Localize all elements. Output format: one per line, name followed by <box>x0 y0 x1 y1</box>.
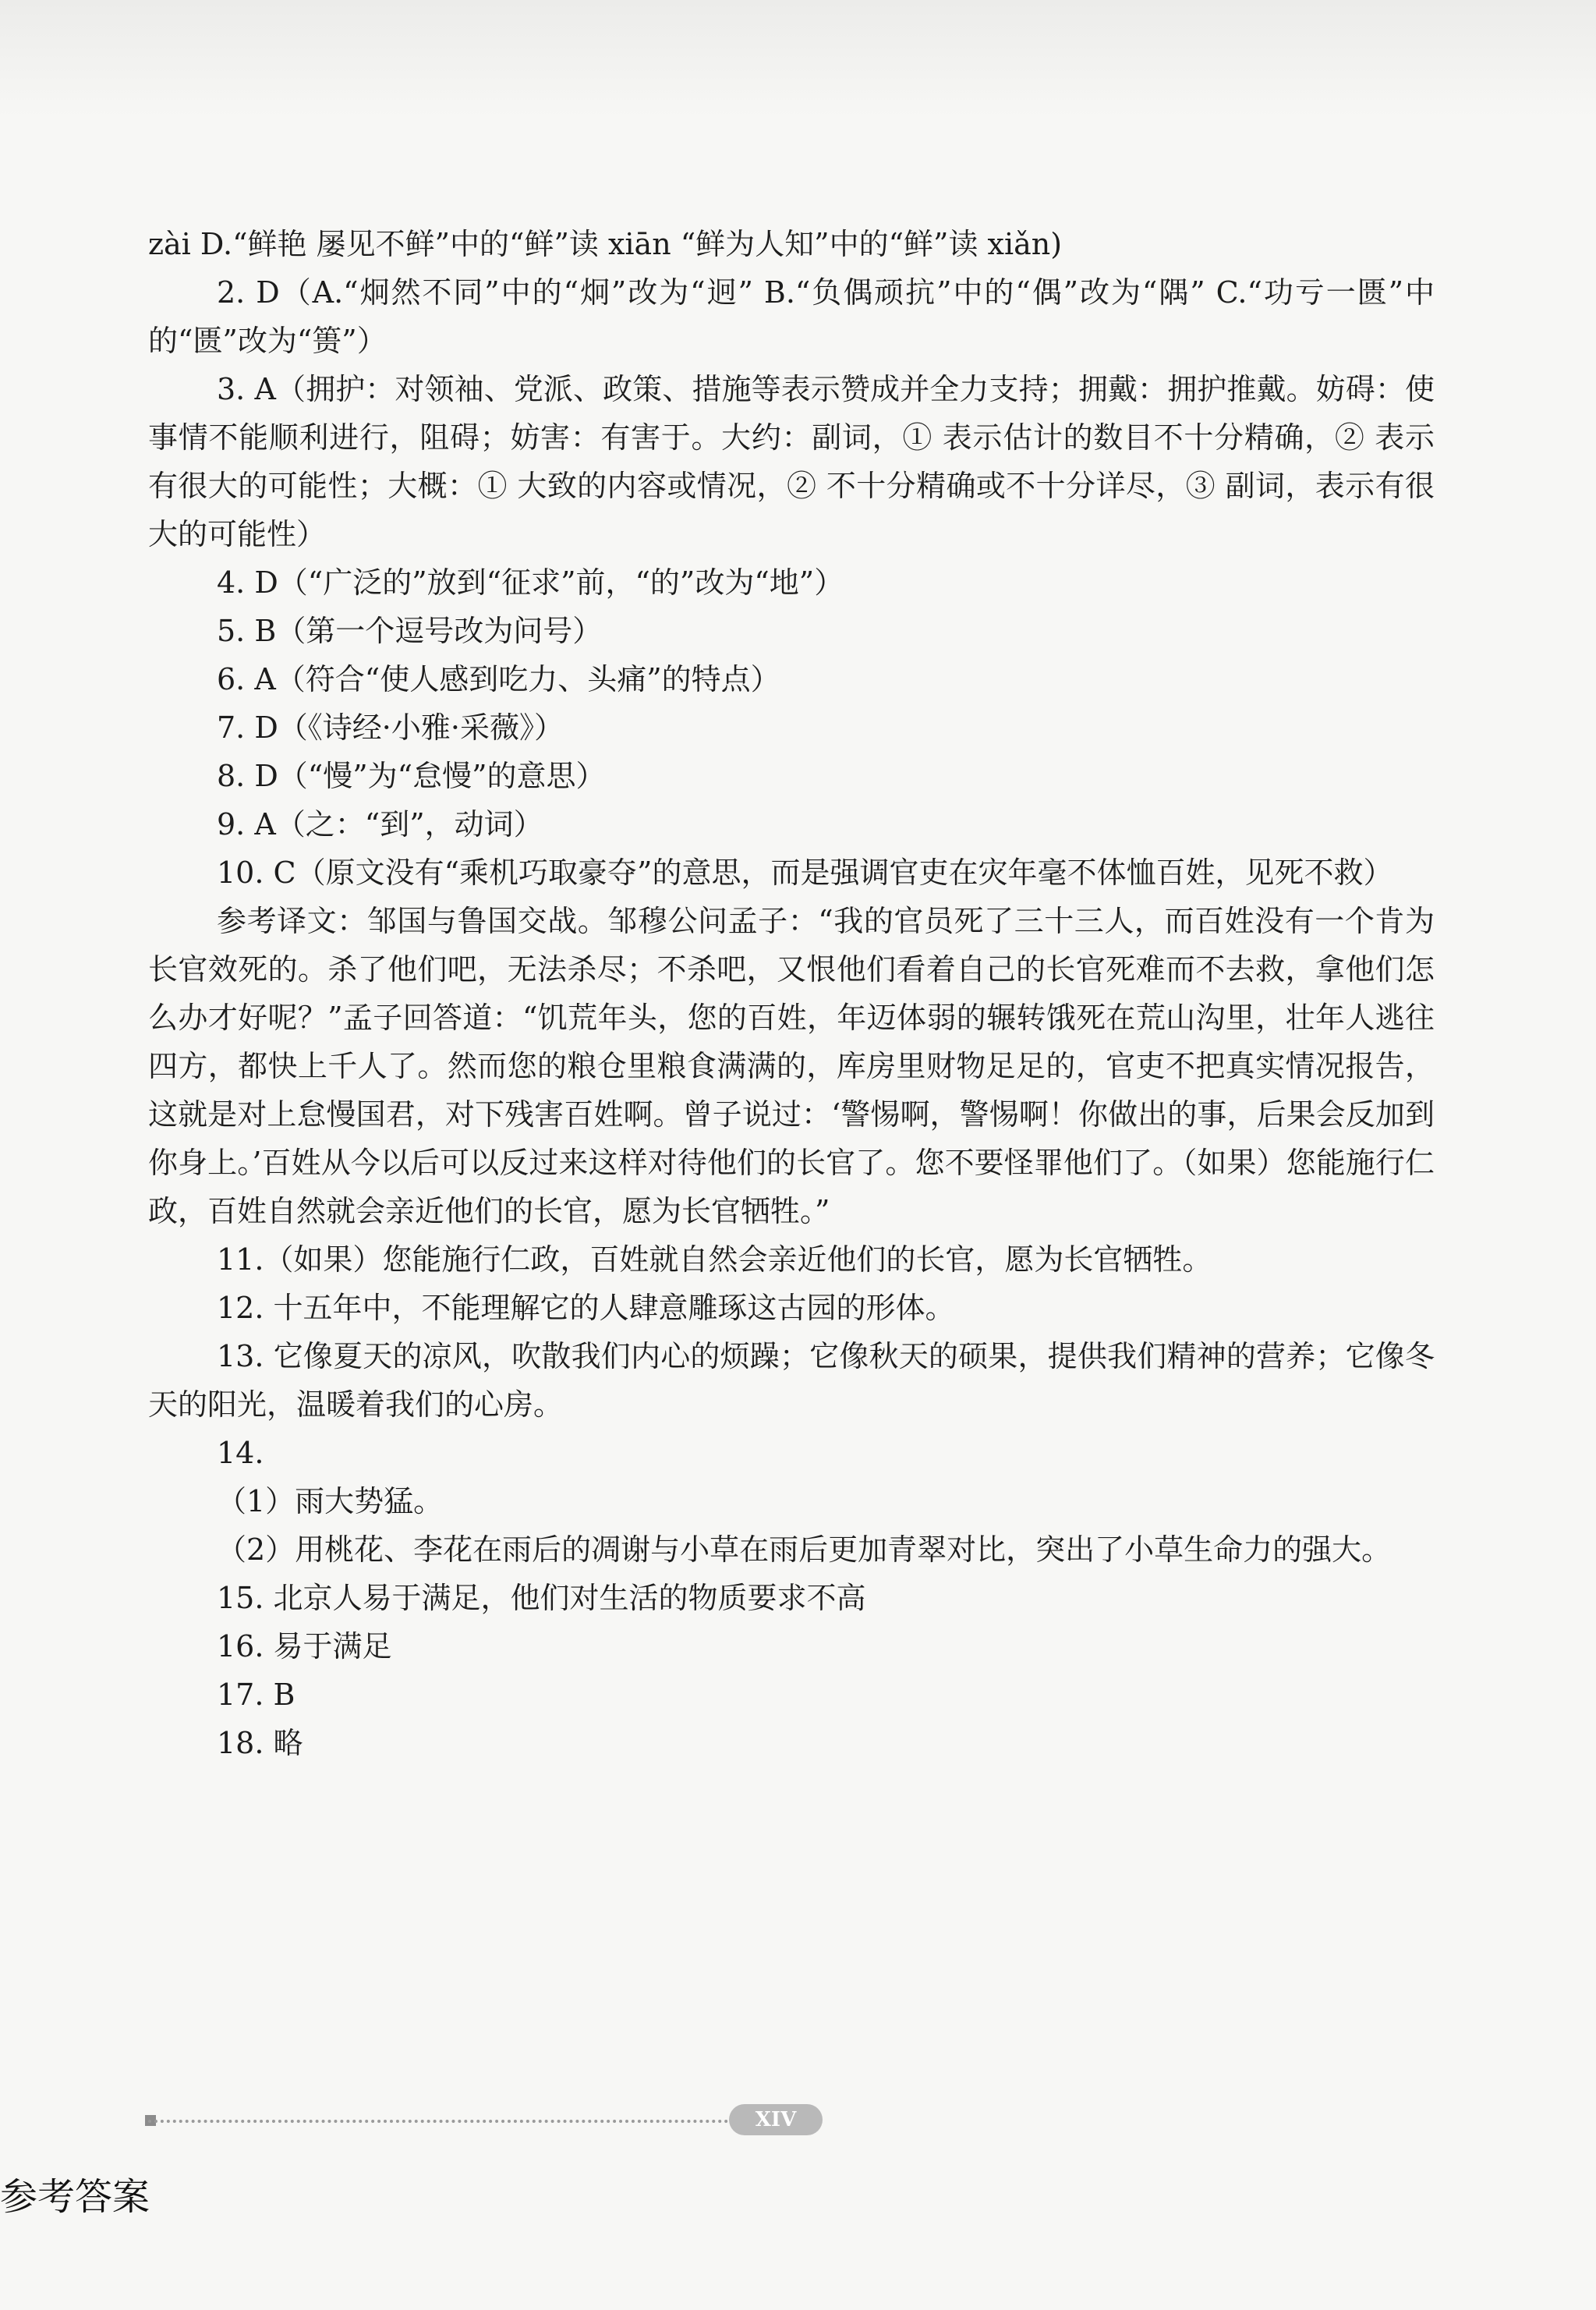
footer-dotted-rule <box>148 2120 741 2123</box>
answer-line: 13. 它像夏天的凉风，吹散我们内心的烦躁；它像秋天的硕果，提供我们精神的营养；它像冬天的阳光，温暖着我们的心房。 <box>148 1339 1435 1422</box>
answer-line: 8. D（“慢”为“怠慢”的意思） <box>217 759 606 793</box>
answer-line: 17. B <box>217 1678 295 1712</box>
translation-paragraph: 参考译文：邹国与鲁国交战。邹穆公问孟子：“我的官员死了三十三人，而百姓没有一个肯为长官效死的。杀了他们吧，无法杀尽；不杀吧，又恨他们看着自己的长官死难而不去救，拿他们怎么办才好呢？”孟子回答道：“饥荒年头，您的百姓，年迈体弱的辗转饿死在荒山沟里，壮年人逃往四方，都快上千人了。然而您的粮仓里粮食满满的，库房里财物足足的，官吏不把真实情况报告，这就是对上怠慢国君，对下残害百姓啊。曾子说过：‘警惕啊，警惕啊！你做出的事，后果会反加到你身上。’百姓从今以后可以反过来这样对待他们的长官了。您不要怪罪他们了。（如果）您能施行仁政，百姓自然就会亲近他们的长官，愿为长官牺牲。” <box>148 904 1435 1228</box>
answer-line: 7. D（《诗经·小雅·采薇》） <box>217 710 564 745</box>
answer-text-block <box>148 220 1435 1767</box>
answer-line: 3. A（拥护：对领袖、党派、政策、措施等表示赞成并全力支持；拥戴：拥护推戴。妨碍：使事情不能顺利进行，阻碍；妨害：有害于。大约：副词，① 表示估计的数目不十分精确，② 表示有很大的可能性；大概：① 大致的内容或情况，② 不十分精确或不十分详尽，③ 副词，表示有很大的可能性） <box>148 372 1435 551</box>
answer-line: 6. A（符合“使人感到吃力、头痛”的特点） <box>217 662 780 696</box>
answer-line: 2. D（A.“炯然不同”中的“炯”改为“迥” B.“负偶顽抗”中的“偶”改为“隅” C.“功亏一匮”中的“匮”改为“篑”） <box>148 275 1435 358</box>
section-label: 参考答案 <box>0 2175 150 2219</box>
answer-line: 5. B（第一个逗号改为问号） <box>217 614 603 648</box>
page-number: XIV <box>729 2104 823 2135</box>
answer-line: 14. <box>217 1436 264 1470</box>
answer-line: 9. A（之：“到”，动词） <box>217 807 543 841</box>
answer-line: 16. 易于满足 <box>217 1629 392 1663</box>
answer-line: zài D.“鲜艳 屡见不鲜”中的“鲜”读 xiān “鲜为人知”中的“鲜”读 xiǎn) <box>148 227 1063 261</box>
page-top-shade <box>0 0 1596 117</box>
answer-line: 18. 略 <box>217 1726 303 1760</box>
answer-line: 11.（如果）您能施行仁政，百姓就自然会亲近他们的长官，愿为长官牺牲。 <box>217 1242 1212 1277</box>
answer-line: 4. D（“广泛的”放到“征求”前，“的”改为“地”） <box>217 565 844 600</box>
answer-line: 12. 十五年中，不能理解它的人肆意雕琢这古园的形体。 <box>217 1291 955 1325</box>
answer-line: （1）雨大势猛。 <box>217 1484 444 1518</box>
answer-line: （2）用桃花、李花在雨后的凋谢与小草在雨后更加青翠对比，突出了小草生命力的强大。 <box>217 1532 1392 1567</box>
answer-line: 10. C（原文没有“乘机巧取豪夺”的意思，而是强调官吏在灾年毫不体恤百姓，见死不救） <box>217 856 1393 890</box>
answer-line: 15. 北京人易于满足，他们对生活的物质要求不高 <box>217 1581 866 1615</box>
